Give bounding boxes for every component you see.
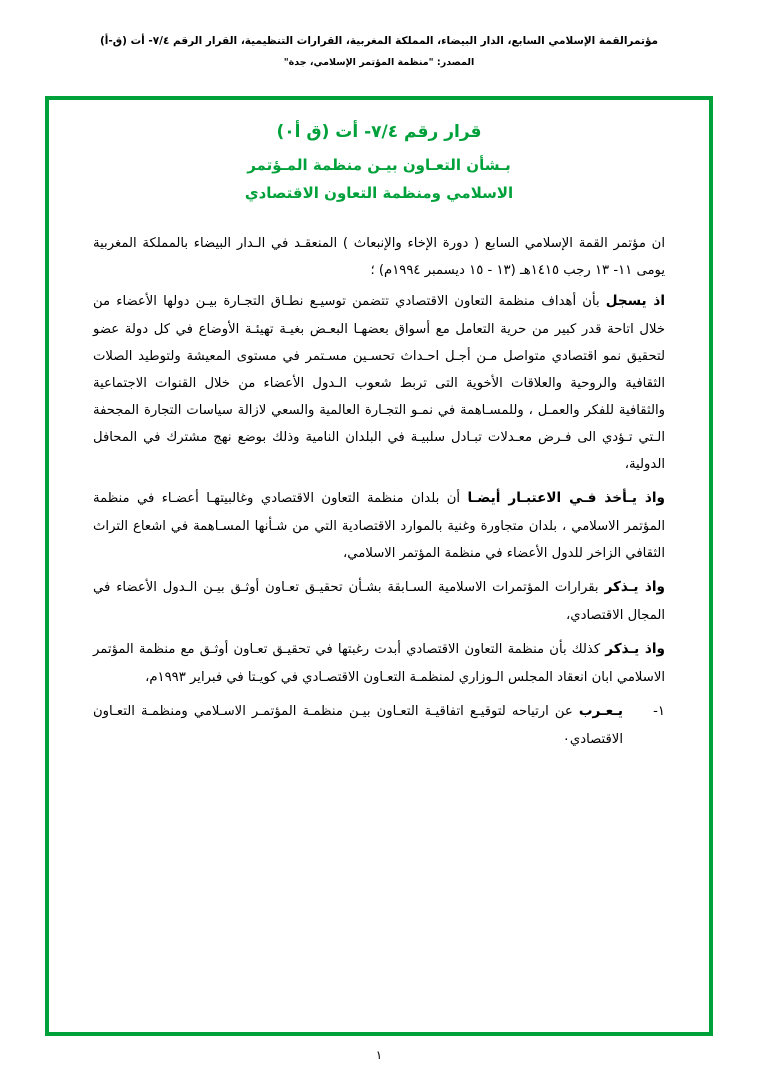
document-body xyxy=(93,230,665,753)
document-frame xyxy=(45,96,713,1036)
paragraph-lead: اذ يسجل xyxy=(605,293,665,310)
numbered-item-body xyxy=(93,698,623,753)
paragraph-text: بقرارات المؤتمرات الاسلامية السـابقة بشـأن تحقيـق تعـاون أوثـق بيـن الـدول الأعضاء في المجال الاقتصادي، xyxy=(93,580,665,624)
paragraph-recording xyxy=(93,288,665,478)
resolution-subtitle-line1: بـشأن التعـاون بيـن منظمة المـؤتمر xyxy=(247,156,511,174)
paragraph-text: أن بلدان منظمة التعاون الاقتصادي وغالبيتهـا أعضـاء في منظمة المؤتمر الاسلامي ، بلدان متجاورة وغنية بالموارد الاقتصادية التي من شـأنها المسـاهمة في اشعاع التراث الثقافي الزاخر للدول الأعضاء في منظمة المؤتمر الاسلامي، xyxy=(93,491,665,562)
paragraph-recalling-2 xyxy=(93,636,665,691)
header-source-line: مؤتمرالقمة الإسلامي السابع، الدار البيضاء، المملكة المغربية، القرارات التنظيمية، القرار الرقم ٧/٤- أت (ق-أ) xyxy=(99,35,659,47)
paragraph-text: بأن أهداف منظمة التعاون الاقتصادي تتضمن توسيـع نطـاق التجـارة بيـن دولها الأعضاء من خلال اتاحة قدر كبير من حرية التعامل مع أسواق بعضهـا البعـض بغيـة تهيئـة الأوضاع في كل دولة عضو لتحقيق نمو اقتصادي متواصل مـن أجـل احـداث تحسـين مسـتمر في مستوى المعيشة ولتوطيد الصلات الثقافية والروحية والعلاقات الأخوية التى تربط شعوب الـدول الأعضاء من خلال القنوات الاجتماعية والثقافية للفكر والعمـل ، وللمسـاهمة في نمـو التجـارة العالمية والسعي لازالة سياسات التجارة المجحفة الـتي تـؤدي الى فـرض معـدلات تبـادل سلبيـة في البلدان النامية وذلك بوضع نهج مشترك في المحافل الدولية، xyxy=(93,294,665,473)
paragraph-lead: واذ يـأخذ فـي الاعتبـار أيضـا xyxy=(467,490,665,507)
paragraph-recalling-1 xyxy=(93,574,665,629)
numbered-item-text: عن ارتياحه لتوقيـع اتفاقيـة التعـاون بيـن منظمـة المؤتمـر الاسـلامي ومنظمـة التعـاون الاقتصادي٠ xyxy=(93,704,623,748)
paragraph-text: ان مؤتمر القمة الإسلامي السابع ( دورة الإخاء والإنبعاث ) المنعقـد في الـدار البيضاء بالمملكة المغربية يومى ١١- ١٣ رجب ١٤١٥هـ (١٣ - ١٥ ديسمبر ١٩٩٤م) ؛ xyxy=(93,236,665,279)
paragraph-considering xyxy=(93,485,665,567)
resolution-number-title: قرار رقم ٧/٤- أت (ق أ٠) xyxy=(276,122,482,142)
paragraph-preamble xyxy=(93,230,665,284)
page-number: ١ xyxy=(375,1048,383,1062)
numbered-item-1 xyxy=(93,698,665,753)
header-reference-line: المصدر: "منظمة المؤتمر الإسلامي، جدة" xyxy=(283,56,475,68)
paragraph-text: كذلك بأن منظمة التعاون الاقتصادي أبدت رغبتها في تحقيـق تعـاون أوثـق مع منظمة المؤتمر الاسلامي ابان انعقاد المجلس الـوزاري لمنظمـة التعـاون الاقتصـادي في كويـتا في فبراير ١٩٩٣م، xyxy=(93,642,665,686)
document-content xyxy=(49,100,709,753)
page-header xyxy=(0,0,758,68)
resolution-subtitle-line2: الاسلامي ومنظمة التعاون الاقتصادي xyxy=(244,184,514,202)
paragraph-lead: واذ يـذكر xyxy=(604,579,665,596)
numbered-item-lead: يـعـرب xyxy=(578,703,623,720)
numbered-item-marker: ١- xyxy=(653,704,665,720)
document-title-block xyxy=(93,122,665,202)
paragraph-lead: واذ يـذكر xyxy=(605,641,665,658)
